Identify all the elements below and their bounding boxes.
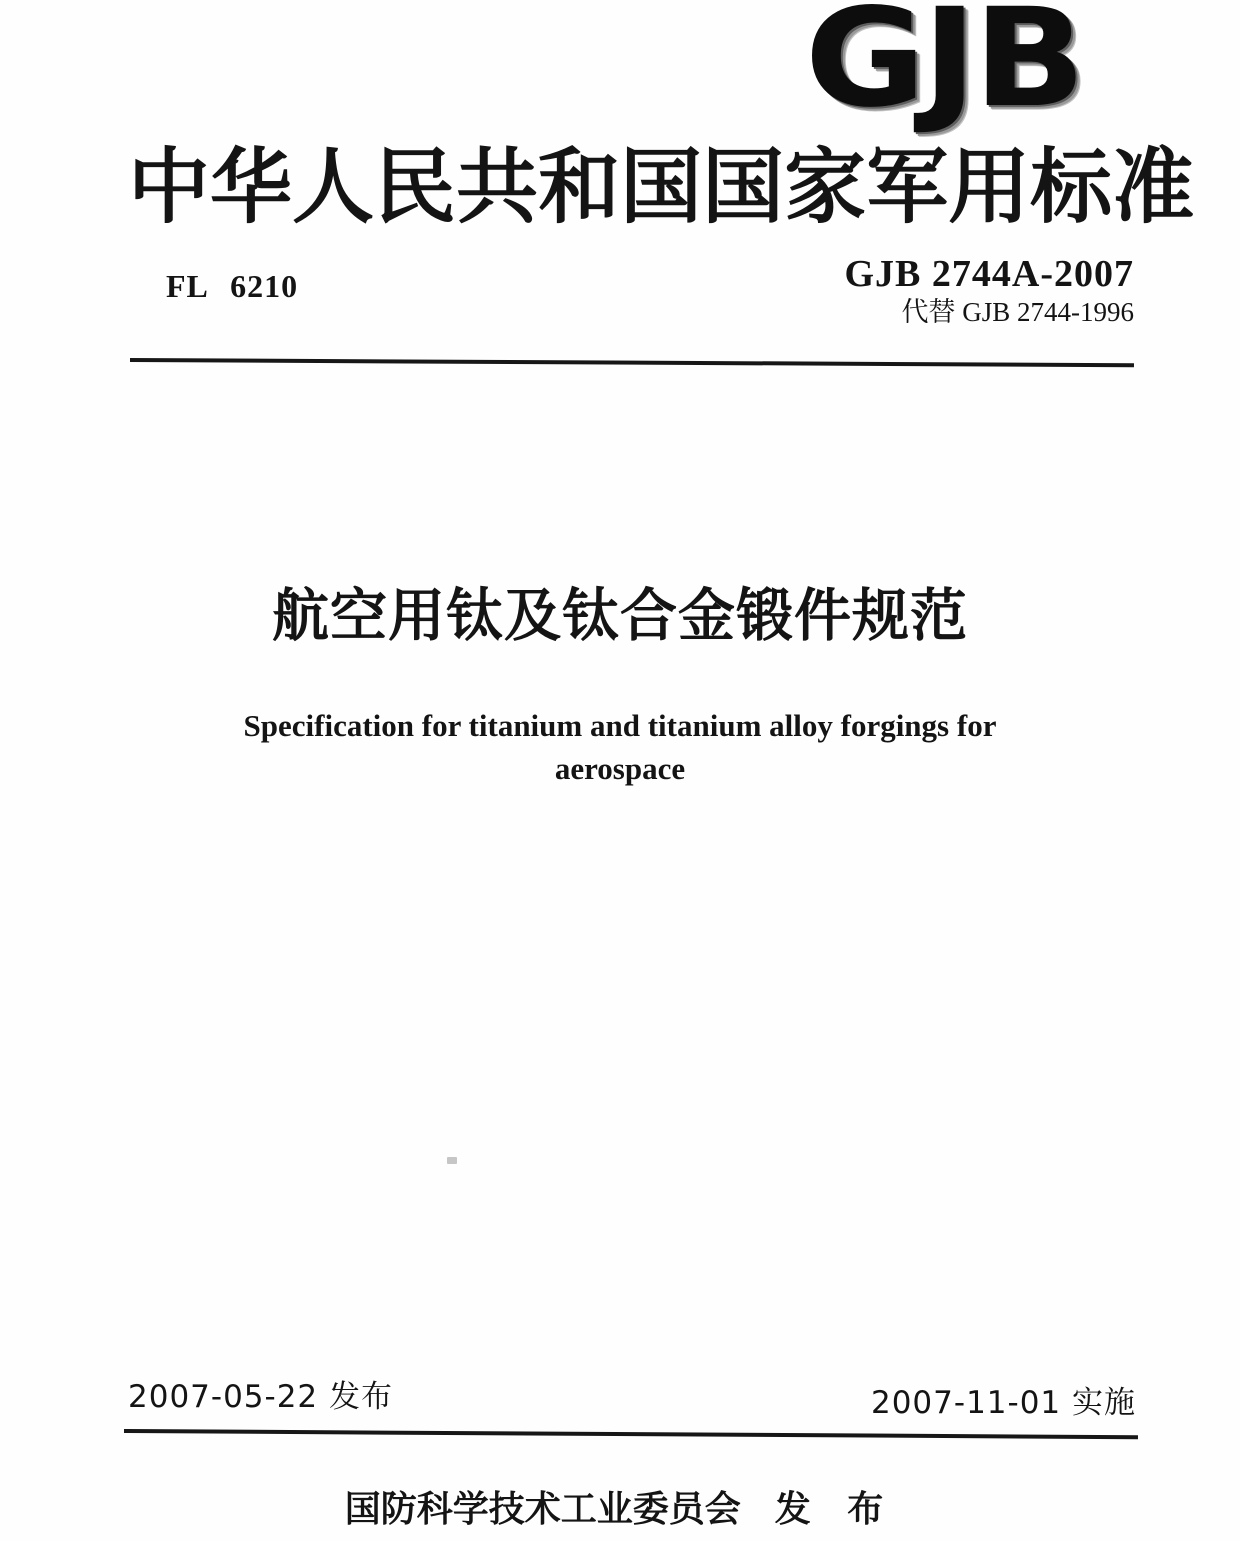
gjb-logo: GJB [804,0,1082,138]
scan-speck [447,1157,457,1164]
publish-label: 发 布 [774,1489,896,1530]
publisher-row [0,1489,1240,1530]
document-title-chinese: 航空用钛及钛合金锻件规范 [272,583,968,649]
standard-number: GJB 2744A-2007 [844,253,1134,295]
designation-block [845,255,1135,326]
document-title-english [0,704,1240,790]
header-divider-line [130,358,1134,367]
title-english-line2: aerospace [554,751,686,786]
publisher-name: 国防科学技术工业委员会 [344,1489,741,1530]
implementation-date: 2007-11-01 实施 [870,1385,1136,1421]
title-english-line1: Specification for titanium and titanium alloy forgings for [243,708,997,743]
footer-divider-line [124,1429,1138,1439]
classification-code: FL 6210 [166,268,299,304]
standard-type-heading: 中 华 人 民 共 和 国 国 家 军 用 标 准 [128,139,1195,235]
issue-date: 2007-05-22 发布 [128,1379,394,1415]
superseded-standard: 代替 GJB 2744-1996 [901,297,1134,327]
